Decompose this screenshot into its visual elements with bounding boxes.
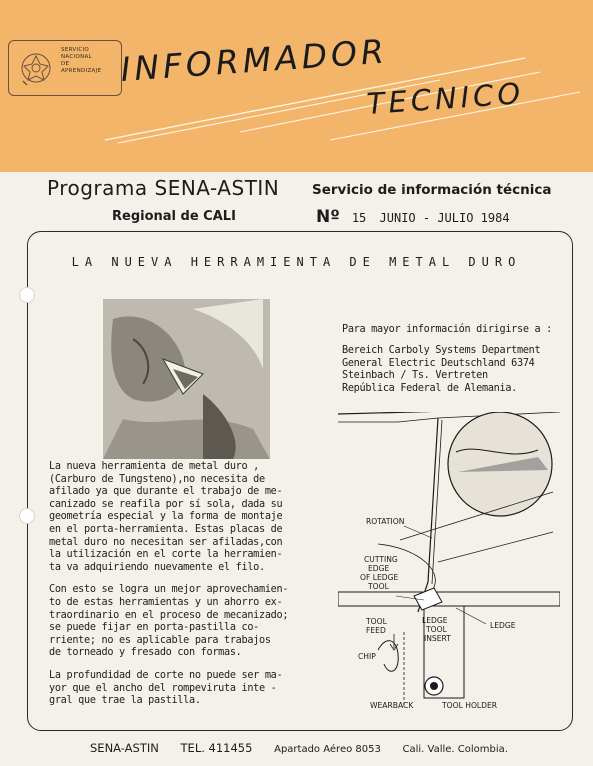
- binder-hole: [19, 508, 35, 524]
- footer-city: Cali. Valle. Colombia.: [402, 744, 508, 755]
- label-cutting: OF LEDGE: [360, 573, 399, 582]
- contact-line: Bereich Carboly Systems Department: [342, 344, 541, 356]
- footer: [90, 741, 526, 755]
- issue-info: [316, 207, 516, 227]
- article-paragraph: La nueva herramienta de metal duro , (Carburo de Tungsteno),no necesita de afilado ya que durante el trabajo de me- canizado se reafila por sí sola, dada su geometría especial y la forma de montaje en el porta-herramienta. Estas placas de metal duro no necesitan ser afiladas,con la utilización en el corte la herramien- ta va adquiriendo nuevamente el filo.: [49, 461, 283, 573]
- title-tecnico: TECNICO: [365, 76, 526, 121]
- issue-number: 15: [351, 211, 367, 225]
- logo-line: APRENDIZAJE: [61, 68, 102, 74]
- issue-number-label: Nº: [316, 207, 340, 227]
- label-insert: LEDGE: [422, 616, 448, 625]
- contact-line: República Federal de Alemania.: [342, 383, 518, 395]
- label-insert: INSERT: [424, 634, 451, 643]
- article-paragraph: La profundidad de corte no puede ser ma- yor que el ancho del rompeviruta inte - gral que trae la pastilla.: [49, 669, 283, 707]
- label-rotation: ROTATION: [366, 517, 405, 526]
- contact-lead: Para mayor información dirigirse a :: [342, 324, 553, 335]
- label-tool-feed: FEED: [366, 626, 386, 635]
- logo-line: SERVICIO: [61, 47, 90, 53]
- label-chip: CHIP: [358, 652, 376, 661]
- header-banner: [0, 0, 593, 172]
- binder-hole: [19, 287, 35, 303]
- regional-label: Regional de CALI: [112, 209, 236, 224]
- label-tool-holder: TOOL HOLDER: [442, 701, 498, 710]
- article-title: LA NUEVA HERRAMIENTA DE METAL DURO: [71, 255, 522, 269]
- logo-line: DE: [61, 61, 70, 67]
- label-tool-feed: TOOL: [366, 617, 387, 626]
- article-body: [49, 461, 327, 718]
- footer-tel: TEL. 411455: [180, 741, 253, 755]
- label-wearback: WEARBACK: [370, 701, 414, 710]
- issue-period: JUNIO - JULIO 1984: [379, 211, 510, 225]
- footer-box: Apartado Aéreo 8053: [274, 744, 381, 755]
- label-cutting: EDGE: [368, 564, 390, 573]
- article-paragraph: Con esto se logra un mejor aprovechamien- to de estas herramientas y un ahorro ex- traordinario en el proceso de mecanizado; se puede fijar en porta-pastilla co- rriente; no es aplicable para trabajos de torneado y fresado con formas.: [49, 584, 289, 659]
- label-ledge: LEDGE: [490, 621, 516, 630]
- logo-line: NACIONAL: [61, 54, 92, 60]
- contact-line: General Electric Deutschland 6374: [342, 357, 535, 369]
- title-informador: INFORMADOR: [119, 31, 390, 89]
- program-name: Programa SENA-ASTIN: [47, 176, 280, 200]
- ledge-tool-diagram: [338, 412, 560, 714]
- label-cutting: TOOL: [368, 582, 389, 591]
- footer-org: SENA-ASTIN: [90, 741, 159, 755]
- label-cutting: CUTTING: [364, 555, 398, 564]
- contact-info: [342, 324, 552, 396]
- label-insert: TOOL: [426, 625, 447, 634]
- service-subtitle: Servicio de información técnica: [312, 182, 552, 198]
- tool-photo: [103, 299, 270, 459]
- contact-line: Steinbach / Ts. Vertreten: [342, 370, 488, 382]
